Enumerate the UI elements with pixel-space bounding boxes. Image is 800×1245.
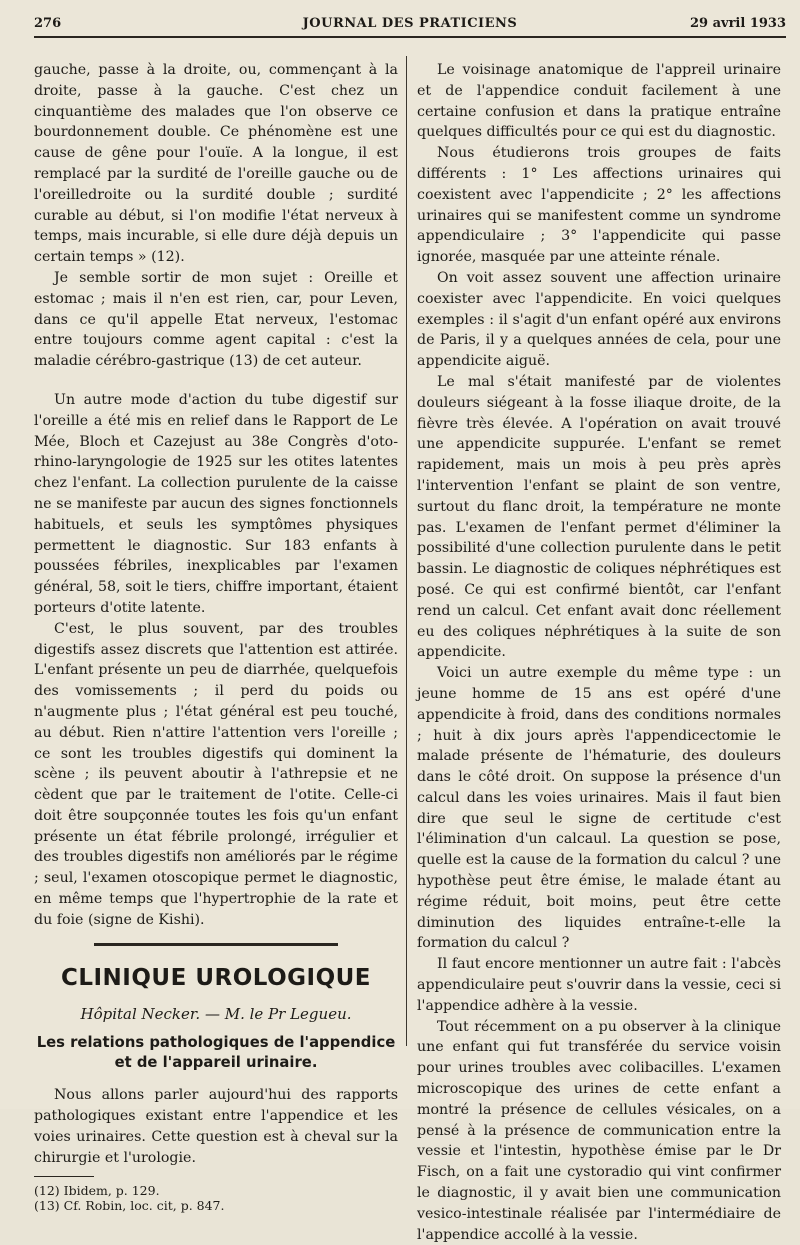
paragraph: Nous étudierons trois groupes de faits différents : 1° Les affections urinaires qui coexistent avec l'appendicite ; 2° les affections urinaires qui se manifestent comme un syndrome appendiculaire ; 3° l'appendicite qui passe ignorée, masquée par une atteinte rénale. (417, 145, 781, 266)
paragraph: Un autre mode d'action du tube digestif sur l'oreille a été mis en relief dans le Rapport de Le Mée, Bloch et Cazejust au 38e Congrès d'oto-rhino-laryngologie de 1925 sur les otites latentes chez l'enfant. La collection purulente de la caisse ne se manifeste par aucun des signes fonctionnels habituels, et seuls les symptômes physiques permettent le diagnostic. Sur 183 enfants à poussées fébriles, inexplicables par l'examen général, 58, soit le tiers, chiffre important, étaient porteurs d'otite latente. (34, 391, 398, 616)
page-number: 276 (34, 16, 62, 31)
paragraph: Le mal s'était manifesté par de violentes douleurs siégeant à la fosse iliaque droite, de la fièvre très élevée. A l'opération on avait trouvé une appendicite suppurée. L'enfant se remet rapidement, mais un mois à peu près après l'intervention l'enfant se plaint de son ventre, surtout du flanc droit, la température ne monte pas. L'examen de l'enfant permet d'éliminer la possibilité d'une collection purulente dans le petit bassin. Le diagnostic de coliques néphrétiques est posé. Ce qui est confirmé bientôt, car l'enfant rend un calcul. Cet enfant avait donc réellement eu des coliques néphrétiques à la suite de son appendicite. (417, 373, 781, 661)
paragraph: Je semble sortir de mon sujet : Oreille et estomac ; mais il n'en est rien, car, pour Leven, dans ce qu'il appelle Etat nerveux, l'estomac entre toujours comme agent capital : c'est la maladie cérébro-gastrique (13) de cet auteur. (34, 269, 398, 370)
right-column (417, 60, 781, 1245)
journal-title: JOURNAL DES PRATICIENS (302, 16, 518, 31)
footnote: (13) Cf. Robin, loc. cit, p. 847. (34, 1198, 225, 1214)
footnotes (34, 1183, 398, 1213)
paragraph: Le voisinage anatomique de l'appreil urinaire et de l'appendice conduit facilement à une certaine confusion et dans la pratique entraîne quelques difficultés pour ce qui est du diagnostic. (417, 62, 781, 141)
footnote: (12) Ibidem, p. 129. (34, 1183, 160, 1199)
paragraph: Tout récemment on a pu observer à la clinique une enfant qui fut transférée du service voisin pour urines troubles avec colibacilles. L'examen microscopique des urines de cette enfant a montré la présence de cellules vésicales, on a pensé à la présence de communication entre la vessie et l'intestin, hypothèse émise par le Dr Fisch, on a fait une cystoradio qui vint confirmer le diagnostic, il y avait bien une communication vesico-intestinale réalisée par l'intermédiaire de l'appendice accollé à la vessie. (417, 1018, 781, 1243)
left-column (34, 60, 398, 1213)
paragraph: gauche, passe à la droite, ou, commençant à la droite, passe à la gauche. C'est chez un cinquantième des malades que l'on observe ce bourdonnement double. Ce phénomène est une cause de gêne pour l'ouïe. A la longue, il est remplacé par la surdité de l'oreille gauche ou de l'oreilledroite ou la surdité double ; surdité curable au début, si l'on modifie l'état nerveux à temps, mais incurable, si elle dure déjà depuis un certain temps » (12). (34, 62, 398, 266)
paragraph: Voici un autre exemple du même type : un jeune homme de 15 ans est opéré d'une appendicite à froid, dans des conditions normales ; huit à dix jours après l'appendicectomie le malade présente de l'hématurie, des douleurs dans le côté droit. On suppose la présence d'un calcul dans les voies urinaires. Mais il faut bien dire que seul le signe de certitude c'est l'élimination d'un calcaul. La question se pose, quelle est la cause de la formation du calcul ? une hypothèse peut être émise, le malade étant au régime réduit, boit moins, peut être cette diminution des liquides entraîne-t-elle la formation du calcul ? (417, 665, 781, 952)
paragraph: On voit assez souvent une affection urinaire coexister avec l'appendicite. En voici quelques exemples : il s'agit d'un enfant opéré aux environs de Paris, il y a quelques années de cela, pour une appendicite aiguë. (417, 269, 781, 370)
footnote-rule (34, 1176, 94, 1177)
article-title: Les relations pathologiques de l'appendice et de l'appareil urinaire. (36, 1034, 396, 1072)
section-title: CLINIQUE UROLOGIQUE (60, 964, 372, 991)
issue-date: 29 avril 1933 (689, 16, 786, 31)
column-divider (406, 56, 407, 1046)
running-header (34, 12, 786, 36)
paragraph: Il faut encore mentionner un autre fait : l'abcès appendiculaire peut s'ouvrir dans la vessie, ceci si l'appendice adhère à la vessie. (417, 956, 781, 1014)
section-rule (94, 943, 338, 946)
paragraph: C'est, le plus souvent, par des troubles digestifs assez discrets que l'attention est attirée. L'enfant présente un peu de diarrhée, quelquefois des vomissements ; il perd du poids ou n'augmente plus ; l'état général est peu touché, au début. Rien n'attire l'attention vers l'oreille ; ce sont les troubles digestifs qui dominent la scène ; ils peuvent aboutir à l'athrepsie et ne cèdent que par le traitement de l'otite. Celle-ci doit être soupçonnée toutes les fois qu'un enfant présente un état fébrile prolongé, irrégulier et des troubles digestifs non améliorés par le régime ; seul, l'examen otoscopique permet le diagnostic, en même temps que l'hypertrophie de la rate et du foie (signe de Kishi). (34, 620, 398, 928)
header-rule (34, 36, 786, 38)
hospital-line: Hôpital Necker. — M. le Pr Legueu. (80, 1005, 352, 1024)
paragraph: Nous allons parler aujourd'hui des rapports pathologiques existant entre l'appendice et les voies urinaires. Cette question est à cheval sur la chirurgie et l'urologie. (34, 1087, 398, 1166)
